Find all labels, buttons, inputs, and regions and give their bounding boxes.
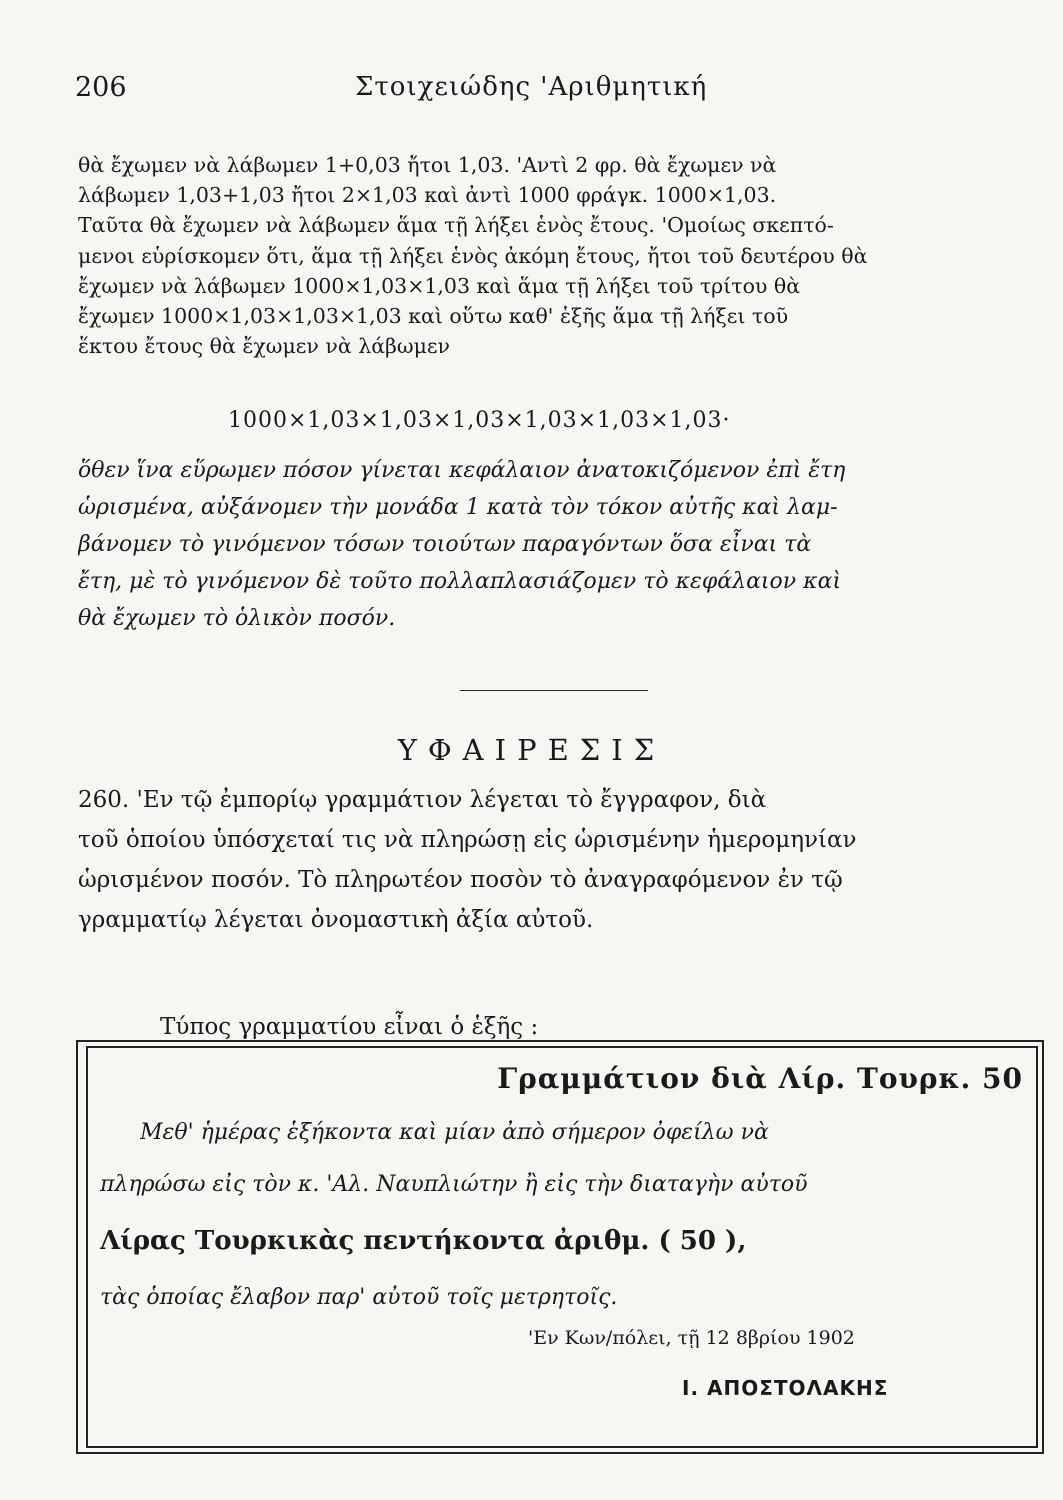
page-number: 206 xyxy=(75,72,127,103)
section-divider xyxy=(460,690,648,691)
text-line: Ταῦτα θὰ ἔχωμεν νὰ λάβωμεν ἅμα τῇ λήξει ἑνὸς ἔτους. 'Ομοίως σκεπτό- xyxy=(78,213,834,238)
text-line: ὅθεν ἵνα εὕρωμεν πόσον γίνεται κεφάλαιον ἀνατοκιζόμενον ἐπὶ ἔτη xyxy=(78,458,846,483)
note-signature: Ι. ΑΠΟΣΤΟΛΑΚΗΣ xyxy=(682,1376,889,1400)
text-line: τοῦ ὁποίου ὑπόσχεταί τις νὰ πληρώσῃ εἰς ὡρισμένην ἡμερομηνίαν xyxy=(78,827,857,853)
formula-line: 1000×1,03×1,03×1,03×1,03×1,03×1,03· xyxy=(228,408,731,433)
paragraph-compound-interest xyxy=(78,150,1033,361)
text-line: γραμματίῳ λέγεται ὀνομαστικὴ ἀξία αὐτοῦ. xyxy=(78,907,594,933)
note-place-date: 'Εν Κων/πόλει, τῇ 12 8βρίου 1902 xyxy=(528,1327,855,1349)
text-line: λάβωμεν 1,03+1,03 ἤτοι 2×1,03 καὶ ἀντὶ 1000 φράγκ. 1000×1,03. xyxy=(78,183,777,208)
text-line: ἔχωμεν 1000×1,03×1,03×1,03 καὶ οὕτω καθ' ἑξῆς ἅμα τῇ λήξει τοῦ xyxy=(78,304,789,329)
note-amount-line: Λίρας Τουρκικὰς πεντήκοντα ἀριθμ. ( 50 ), xyxy=(100,1226,747,1256)
note-title: Γραμμάτιον διὰ Λίρ. Τουρκ. 50 xyxy=(497,1062,1023,1095)
running-title: Στοιχειώδης 'Αριθμητική xyxy=(355,72,708,102)
text-line: 260. 'Εν τῷ ἐμπορίῳ γραμμάτιον λέγεται τὸ ἔγγραφον, διὰ xyxy=(78,787,767,813)
paragraph-promissory-note xyxy=(78,780,1035,940)
note-text-line: Μεθ' ἡμέρας ἑξήκοντα καὶ μίαν ἀπὸ σήμερον ὀφείλω νὰ xyxy=(140,1120,769,1145)
text-line: θὰ ἔχωμεν τὸ ὁλικὸν ποσόν. xyxy=(78,606,396,631)
text-line: ἔτη, μὲ τὸ γινόμενον δὲ τοῦτο πολλαπλασιάζομεν τὸ κεφάλαιον καὶ xyxy=(78,569,842,594)
text-line: ὡρισμένα, αὐξάνομεν τὴν μονάδα 1 κατὰ τὸν τόκον αὐτῆς καὶ λαμ- xyxy=(78,495,838,520)
paragraph-rule xyxy=(78,452,1033,637)
text-line: ἕκτου ἔτους θὰ ἔχωμεν νὰ λάβωμεν xyxy=(78,334,451,359)
page-header xyxy=(75,72,1023,112)
text-line: μενοι εὑρίσκομεν ὅτι, ἅμα τῇ λήξει ἑνὸς ἀκόμη ἔτους, ἤτοι τοῦ δευτέρου θὰ xyxy=(78,243,868,268)
text-line: θὰ ἔχωμεν νὰ λάβωμεν 1+0,03 ἤτοι 1,03. 'Αντὶ 2 φρ. θὰ ἔχωμεν νὰ xyxy=(78,153,777,177)
note-intro: Τύπος γραμματίου εἶναι ὁ ἑξῆς : xyxy=(160,1014,539,1040)
text-line: ὡρισμένον ποσόν. Τὸ πληρωτέον ποσὸν τὸ ἀναγραφόμενον ἐν τῷ xyxy=(78,867,843,893)
text-line: βάνομεν τὸ γινόμενον τόσων τοιούτων παραγόντων ὅσα εἶναι τὰ xyxy=(78,532,812,557)
text-line: ἔχωμεν νὰ λάβωμεν 1000×1,03×1,03 καὶ ἅμα τῇ λήξει τοῦ τρίτου θὰ xyxy=(78,273,801,298)
note-text-line: πληρώσω εἰς τὸν κ. 'Αλ. Ναυπλιώτην ἢ εἰς τὴν διαταγὴν αὐτοῦ xyxy=(100,1172,808,1197)
section-title: ΥΦΑΙΡΕΣΙΣ xyxy=(397,733,666,767)
note-text-line: τὰς ὁποίας ἔλαβον παρ' αὐτοῦ τοῖς μετρητοῖς. xyxy=(100,1285,618,1310)
